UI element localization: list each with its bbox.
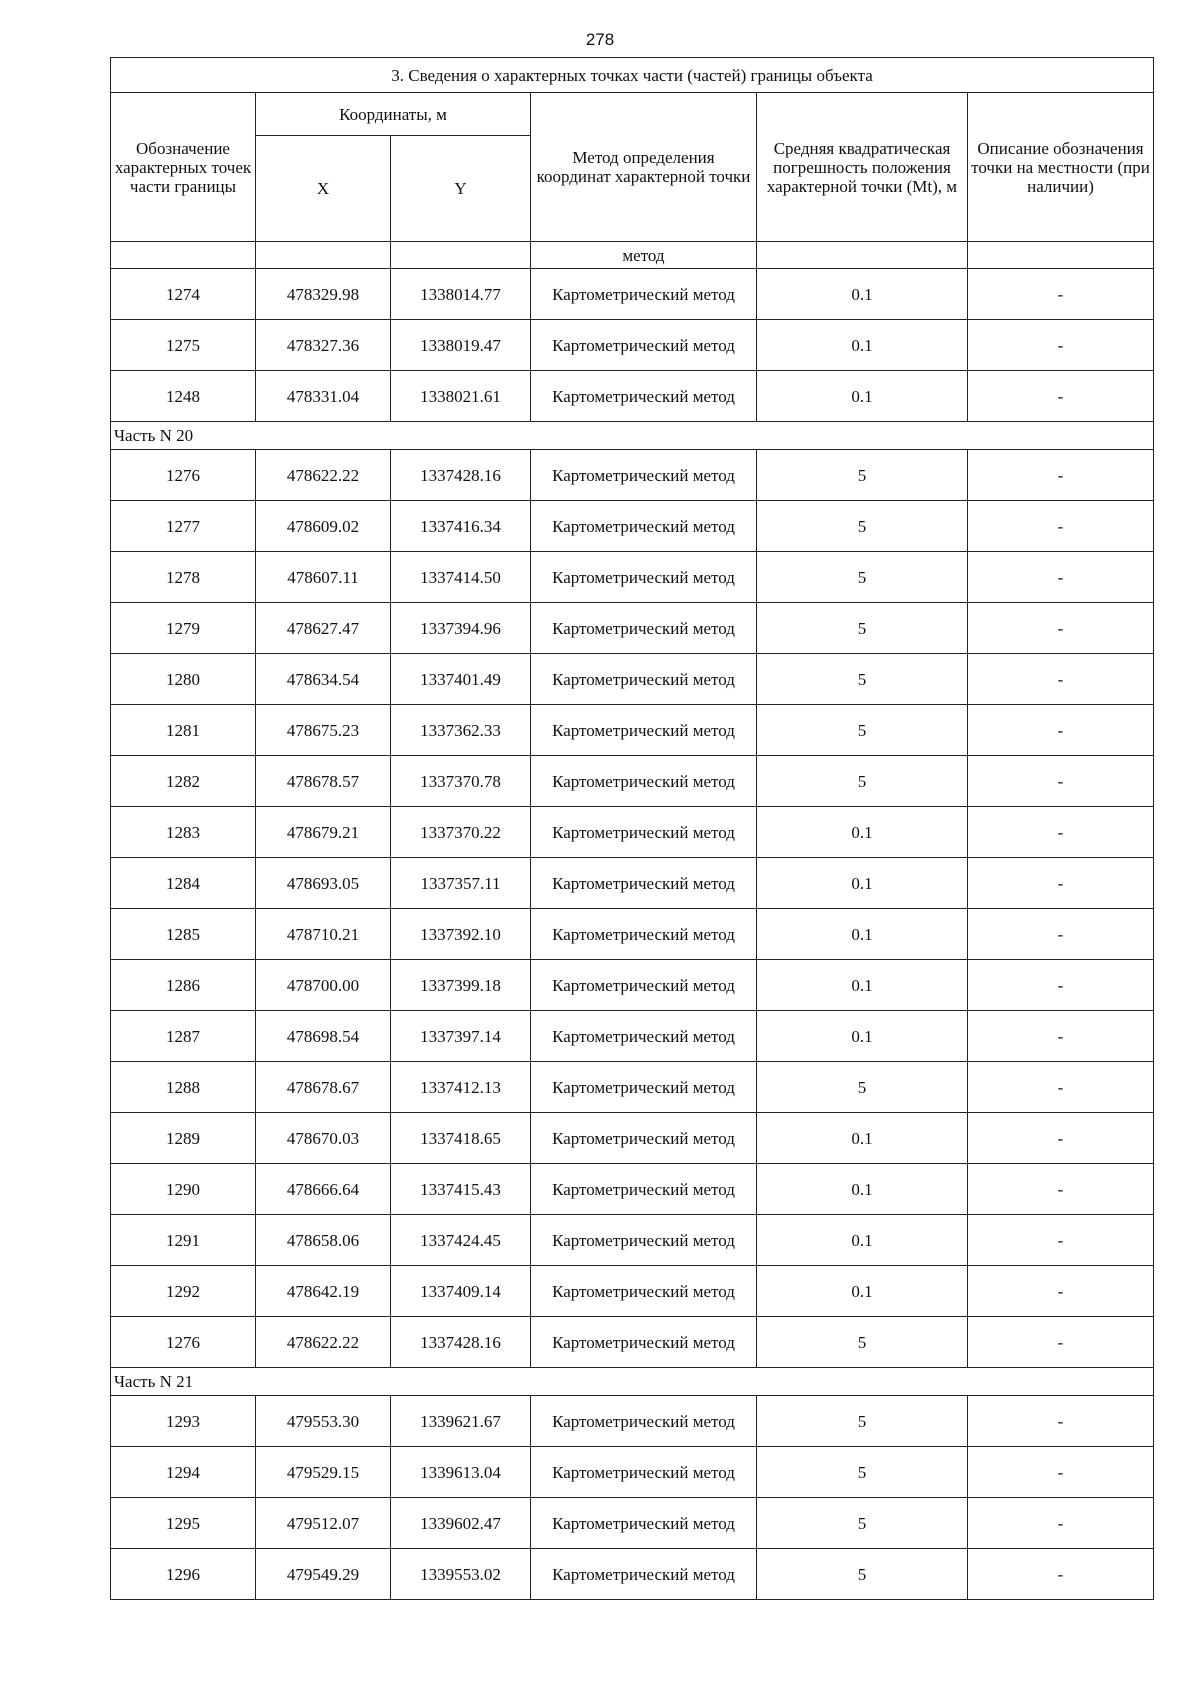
cell-error: 0.1 <box>757 1011 968 1062</box>
cell-point: 1276 <box>111 450 256 501</box>
cell-description: - <box>968 603 1154 654</box>
cell-point: 1280 <box>111 654 256 705</box>
cell-y: 1337394.96 <box>391 603 531 654</box>
cell-point: 1296 <box>111 1549 256 1600</box>
cell-description: - <box>968 552 1154 603</box>
table-row <box>111 1215 1154 1266</box>
section-row <box>111 422 1154 450</box>
cell-method: Картометрический метод <box>531 909 757 960</box>
table-row <box>111 371 1154 422</box>
cell-method: Картометрический метод <box>531 1164 757 1215</box>
cell-description: - <box>968 269 1154 320</box>
cell-y: 1339602.47 <box>391 1498 531 1549</box>
cell-description: - <box>968 1396 1154 1447</box>
table-body <box>111 242 1154 1600</box>
table-row <box>111 1113 1154 1164</box>
cell-method: Картометрический метод <box>531 603 757 654</box>
cell-description: - <box>968 1549 1154 1600</box>
cell-x: 478642.19 <box>256 1266 391 1317</box>
cell-method: Картометрический метод <box>531 1011 757 1062</box>
cell-error: 5 <box>757 450 968 501</box>
table-row <box>111 705 1154 756</box>
cell-x: 478678.67 <box>256 1062 391 1113</box>
cell-y: 1337357.11 <box>391 858 531 909</box>
cell-description: - <box>968 960 1154 1011</box>
cell-x: 479549.29 <box>256 1549 391 1600</box>
cell-error: 0.1 <box>757 960 968 1011</box>
cell-method: Картометрический метод <box>531 320 757 371</box>
table-row <box>111 858 1154 909</box>
cell-method: Картометрический метод <box>531 501 757 552</box>
boundary-points-table <box>110 57 1154 1600</box>
cell-y: 1337409.14 <box>391 1266 531 1317</box>
table-row <box>111 960 1154 1011</box>
table-row <box>111 450 1154 501</box>
cell-y: 1337414.50 <box>391 552 531 603</box>
section-row <box>111 1368 1154 1396</box>
header-method: Метод определения координат характерной точки <box>531 93 757 242</box>
cell-description: - <box>968 501 1154 552</box>
cell-y: 1337415.43 <box>391 1164 531 1215</box>
cell-method: Картометрический метод <box>531 1447 757 1498</box>
cell-method: Картометрический метод <box>531 1396 757 1447</box>
cell-error: 0.1 <box>757 1215 968 1266</box>
cell-x: 478679.21 <box>256 807 391 858</box>
cell-error: 0.1 <box>757 269 968 320</box>
cell-error: 5 <box>757 654 968 705</box>
cell-x: 478675.23 <box>256 705 391 756</box>
cell-method: Картометрический метод <box>531 1498 757 1549</box>
cell-point: 1290 <box>111 1164 256 1215</box>
cell-description: - <box>968 858 1154 909</box>
cell-x: 479529.15 <box>256 1447 391 1498</box>
header-y: Y <box>391 136 531 242</box>
cell-x: 478622.22 <box>256 450 391 501</box>
section-label: Часть N 21 <box>111 1368 1154 1396</box>
cell-x: 478331.04 <box>256 371 391 422</box>
cell-x: 478666.64 <box>256 1164 391 1215</box>
cell-method: Картометрический метод <box>531 705 757 756</box>
table-row <box>111 1549 1154 1600</box>
table-row <box>111 909 1154 960</box>
table-row <box>111 1447 1154 1498</box>
cell-x: 479512.07 <box>256 1498 391 1549</box>
table-row <box>111 756 1154 807</box>
table-row <box>111 1396 1154 1447</box>
page-number: 278 <box>585 30 615 49</box>
cell-y: 1338019.47 <box>391 320 531 371</box>
cell-method: Картометрический метод <box>531 1062 757 1113</box>
cell-description: - <box>968 654 1154 705</box>
cell-error: 0.1 <box>757 909 968 960</box>
cell-description: - <box>968 1498 1154 1549</box>
cell-x: 478658.06 <box>256 1215 391 1266</box>
cell-error: 0.1 <box>757 1266 968 1317</box>
cell-method: Картометрический метод <box>531 756 757 807</box>
header-coordinates: Координаты, м <box>256 93 531 136</box>
cell-y: 1337428.16 <box>391 450 531 501</box>
cell-description: - <box>968 450 1154 501</box>
table-row <box>111 1011 1154 1062</box>
cell-point: 1288 <box>111 1062 256 1113</box>
cell-x: 478693.05 <box>256 858 391 909</box>
continuation-row <box>111 242 1154 269</box>
cell-y: 1337362.33 <box>391 705 531 756</box>
cell-point: 1294 <box>111 1447 256 1498</box>
cell-x: 478678.57 <box>256 756 391 807</box>
cell-x: 478700.00 <box>256 960 391 1011</box>
header-x: X <box>256 136 391 242</box>
cell-point: 1293 <box>111 1396 256 1447</box>
cell-point: 1291 <box>111 1215 256 1266</box>
header-error: Средняя квадратическая погрешность положения характерной точки (Mt), м <box>757 93 968 242</box>
cell-y: 1338014.77 <box>391 269 531 320</box>
cell-error: 5 <box>757 501 968 552</box>
cell-error: 5 <box>757 1396 968 1447</box>
cell-description: - <box>968 1266 1154 1317</box>
cell-point: 1295 <box>111 1498 256 1549</box>
cell-y: 1337412.13 <box>391 1062 531 1113</box>
cell-method: Картометрический метод <box>531 1317 757 1368</box>
header-point-designation: Обозначение характерных точек части границы <box>111 93 256 242</box>
cell-y: 1337401.49 <box>391 654 531 705</box>
cell-error: 5 <box>757 552 968 603</box>
cell-method: Картометрический метод <box>531 1266 757 1317</box>
cell-error: 0.1 <box>757 320 968 371</box>
cell-method: Картометрический метод <box>531 450 757 501</box>
cell-description: - <box>968 756 1154 807</box>
cell-point: 1275 <box>111 320 256 371</box>
cell-point: 1292 <box>111 1266 256 1317</box>
cell-method: Картометрический метод <box>531 371 757 422</box>
cell-y: 1339621.67 <box>391 1396 531 1447</box>
cell-error: 0.1 <box>757 1164 968 1215</box>
table-row <box>111 1062 1154 1113</box>
table-row <box>111 320 1154 371</box>
table-row <box>111 807 1154 858</box>
cell-x: 478698.54 <box>256 1011 391 1062</box>
cell-point: 1248 <box>111 371 256 422</box>
cell-x: 478627.47 <box>256 603 391 654</box>
cell-description: - <box>968 1062 1154 1113</box>
cell-method: Картометрический метод <box>531 552 757 603</box>
cell-y: 1339553.02 <box>391 1549 531 1600</box>
cell-description: - <box>968 1011 1154 1062</box>
cell-description: - <box>968 320 1154 371</box>
cell-y: 1337418.65 <box>391 1113 531 1164</box>
cell-point: 1287 <box>111 1011 256 1062</box>
cell-description: - <box>968 807 1154 858</box>
cell-x: 478710.21 <box>256 909 391 960</box>
cell-point: 1289 <box>111 1113 256 1164</box>
cell-error: 5 <box>757 603 968 654</box>
cell-y: 1337397.14 <box>391 1011 531 1062</box>
cell-point: 1279 <box>111 603 256 654</box>
table-row <box>111 269 1154 320</box>
cell-error: 5 <box>757 1062 968 1113</box>
cell-y: 1338021.61 <box>391 371 531 422</box>
cell-y: 1337428.16 <box>391 1317 531 1368</box>
table-row <box>111 552 1154 603</box>
cell-description: - <box>968 1215 1154 1266</box>
table-row <box>111 603 1154 654</box>
cell-method: Картометрический метод <box>531 807 757 858</box>
continuation-method: метод <box>531 242 757 269</box>
cell-point: 1274 <box>111 269 256 320</box>
cell-error: 5 <box>757 705 968 756</box>
header-description: Описание обозначения точки на местности (при наличии) <box>968 93 1154 242</box>
cell-y: 1337399.18 <box>391 960 531 1011</box>
cell-method: Картометрический метод <box>531 960 757 1011</box>
cell-point: 1277 <box>111 501 256 552</box>
table-row <box>111 1498 1154 1549</box>
cell-y: 1339613.04 <box>391 1447 531 1498</box>
cell-method: Картометрический метод <box>531 1113 757 1164</box>
cell-x: 478607.11 <box>256 552 391 603</box>
cell-y: 1337370.22 <box>391 807 531 858</box>
cell-point: 1286 <box>111 960 256 1011</box>
section-label: Часть N 20 <box>111 422 1154 450</box>
cell-method: Картометрический метод <box>531 858 757 909</box>
cell-x: 479553.30 <box>256 1396 391 1447</box>
cell-point: 1283 <box>111 807 256 858</box>
cell-x: 478329.98 <box>256 269 391 320</box>
cell-point: 1278 <box>111 552 256 603</box>
cell-method: Картометрический метод <box>531 654 757 705</box>
cell-x: 478670.03 <box>256 1113 391 1164</box>
table-title: 3. Сведения о характерных точках части (частей) границы объекта <box>111 58 1154 93</box>
cell-point: 1281 <box>111 705 256 756</box>
cell-error: 0.1 <box>757 371 968 422</box>
cell-description: - <box>968 1164 1154 1215</box>
cell-error: 0.1 <box>757 807 968 858</box>
cell-description: - <box>968 909 1154 960</box>
cell-method: Картометрический метод <box>531 1549 757 1600</box>
table-row <box>111 501 1154 552</box>
table-row <box>111 654 1154 705</box>
cell-method: Картометрический метод <box>531 1215 757 1266</box>
cell-error: 0.1 <box>757 1113 968 1164</box>
cell-error: 5 <box>757 1549 968 1600</box>
cell-error: 5 <box>757 1498 968 1549</box>
cell-y: 1337370.78 <box>391 756 531 807</box>
cell-description: - <box>968 1317 1154 1368</box>
cell-point: 1285 <box>111 909 256 960</box>
cell-point: 1282 <box>111 756 256 807</box>
cell-error: 5 <box>757 756 968 807</box>
cell-error: 0.1 <box>757 858 968 909</box>
cell-description: - <box>968 1113 1154 1164</box>
cell-x: 478609.02 <box>256 501 391 552</box>
cell-y: 1337416.34 <box>391 501 531 552</box>
cell-point: 1284 <box>111 858 256 909</box>
cell-method: Картометрический метод <box>531 269 757 320</box>
cell-error: 5 <box>757 1317 968 1368</box>
cell-x: 478622.22 <box>256 1317 391 1368</box>
table-row <box>111 1266 1154 1317</box>
table-row <box>111 1317 1154 1368</box>
cell-description: - <box>968 705 1154 756</box>
cell-x: 478327.36 <box>256 320 391 371</box>
cell-description: - <box>968 371 1154 422</box>
cell-y: 1337392.10 <box>391 909 531 960</box>
cell-error: 5 <box>757 1447 968 1498</box>
cell-x: 478634.54 <box>256 654 391 705</box>
cell-description: - <box>968 1447 1154 1498</box>
table-row <box>111 1164 1154 1215</box>
cell-point: 1276 <box>111 1317 256 1368</box>
cell-y: 1337424.45 <box>391 1215 531 1266</box>
